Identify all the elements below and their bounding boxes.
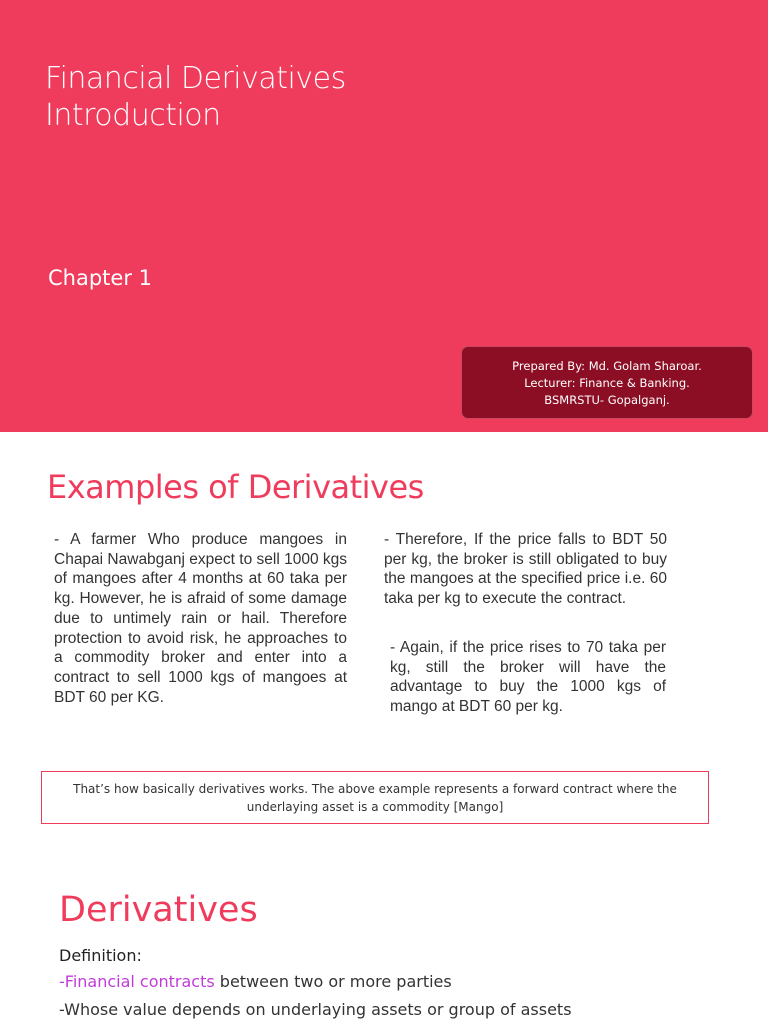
- title-line-2: Introduction: [45, 98, 221, 133]
- definition-line-1-rest: between two or more parties: [214, 972, 452, 991]
- prepared-by-box: [461, 346, 753, 419]
- derivatives-slide: [0, 850, 768, 1024]
- title-line-1: Financial Derivatives: [45, 61, 346, 96]
- financial-contracts-highlight: -Financial contracts: [59, 972, 215, 991]
- price-falls-paragraph: - Therefore, If the price falls to BDT 50 per kg, the broker is still obligated to buy the mangoes at the specified price i.e. 60 taka per kg to execute the contract.: [384, 531, 667, 608]
- examples-slide: [0, 432, 768, 850]
- institution-line: BSMRSTU- Gopalganj.: [544, 393, 670, 407]
- farmer-example-paragraph: - A farmer Who produce mangoes in Chapai Nawabganj expect to sell 1000 kgs of mangoes after 4 months at 60 taka per kg. However, he is afraid of some damage due to untimely rain or hail. Therefore protection to avoid risk, he approaches to a commodity broker and enter into a contract to sell 1000 kgs of mangoes at BDT 60 per KG.: [54, 531, 347, 706]
- definition-label: Definition:: [59, 946, 142, 965]
- title-slide: [0, 0, 768, 432]
- lecturer-line: Lecturer: Finance & Banking.: [524, 376, 690, 390]
- derivatives-title: Derivatives: [59, 890, 258, 930]
- prepared-by-line: Prepared By: Md. Golam Sharoar.: [512, 359, 702, 373]
- definition-line-1: [59, 972, 452, 991]
- definition-line-2: -Whose value depends on underlaying assets or group of assets: [59, 1000, 572, 1019]
- summary-note-box: That’s how basically derivatives works. The above example represents a forward contract where the underlaying asset is a commodity [Mango]: [41, 771, 709, 824]
- examples-title: Examples of Derivatives: [47, 468, 424, 506]
- chapter-label: Chapter 1: [48, 266, 152, 290]
- price-rises-paragraph: - Again, if the price rises to 70 taka per kg, still the broker will have the advantage to buy the 1000 kgs of mango at BDT 60 per kg.: [390, 639, 666, 716]
- slide-title: [45, 60, 346, 134]
